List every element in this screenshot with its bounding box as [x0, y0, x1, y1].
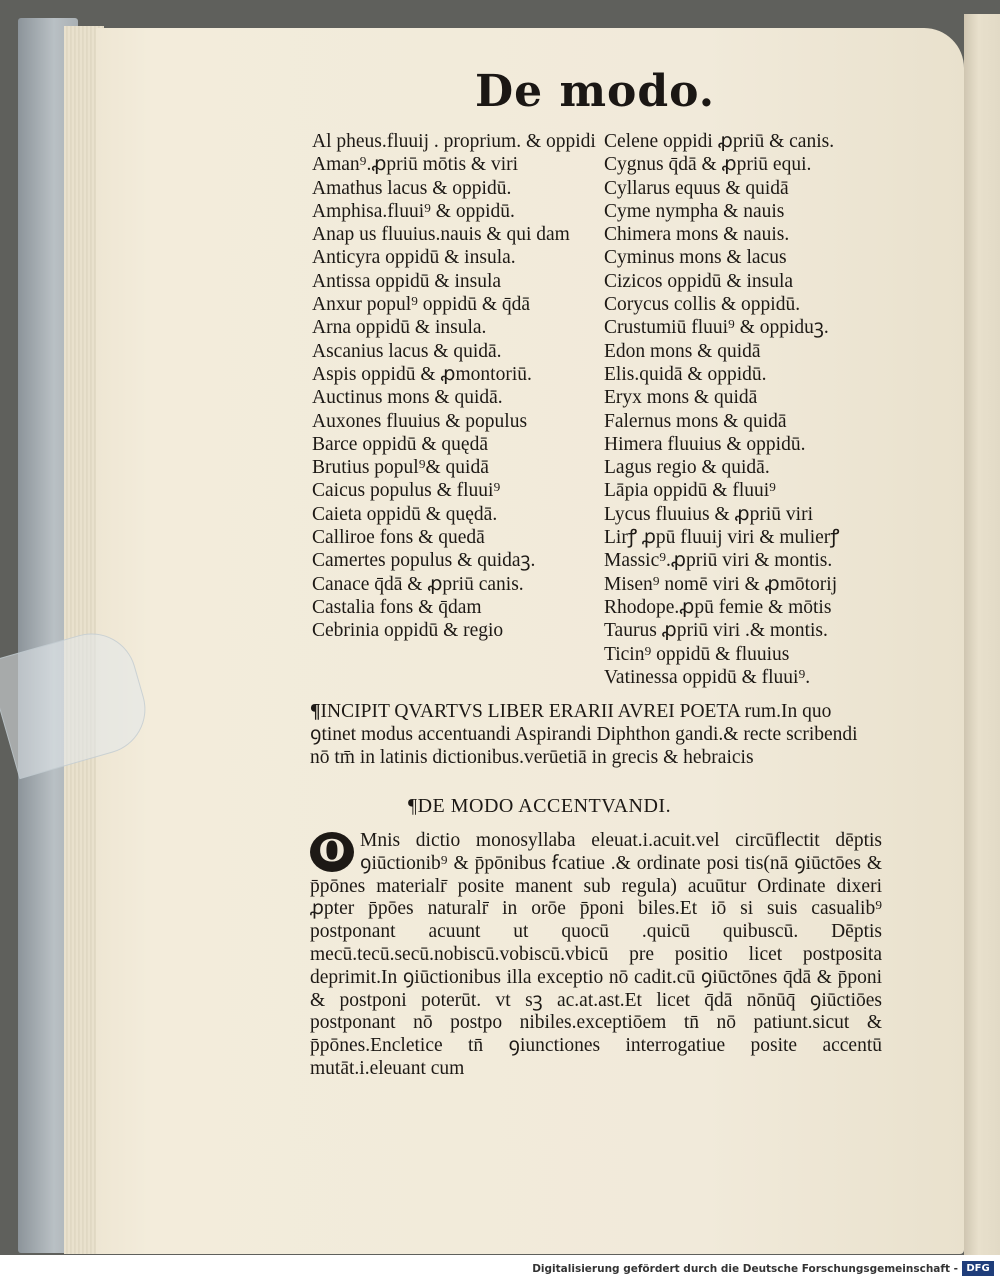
left-entry: Aman⁹.ꝓpriū mōtis & viri: [312, 154, 519, 176]
right-entry: Cyllarus equus & quidā: [604, 177, 789, 199]
left-entry: Calliroe fons & quedā: [312, 527, 485, 549]
left-entry: Arna oppidū & insula.: [312, 317, 487, 339]
right-entry: Lirꝭ ꝓpū fluuij viri & mulierꝭ: [604, 527, 840, 549]
body-paragraph: [310, 830, 882, 1081]
right-entry: Cyme nympha & nauis: [604, 200, 785, 222]
dfg-logo: DFG: [962, 1261, 994, 1276]
right-entry: Corycus collis & oppidū.: [604, 294, 801, 316]
right-entry: Rhodope.ꝓpū femie & mōtis: [604, 596, 832, 618]
left-entry: Barce oppidū & quędā: [312, 433, 488, 455]
section-title: ¶DE MODO ACCENTVANDI.: [408, 795, 672, 817]
left-entry: Cebrinia oppidū & regio: [312, 620, 504, 642]
left-entry: Camertes populus & quidaꝫ.: [312, 550, 536, 572]
right-entry: Himera fluuius & oppidū.: [604, 433, 806, 455]
right-entry: Lagus regio & quidā.: [604, 457, 770, 479]
left-entry: Aspis oppidū & ꝓmontoriū.: [312, 363, 532, 385]
left-entry: Auctinus mons & quidā.: [312, 387, 503, 409]
left-entry: Al pheus.fluuij . proprium. & oppidi: [312, 131, 596, 152]
left-entry: Brutius popul⁹& quidā: [312, 457, 489, 479]
right-entry: Massic⁹.ꝓpriū viri & montis.: [604, 550, 833, 572]
right-entry: Edon mons & quidā: [604, 340, 761, 362]
footer-bar: [0, 1255, 1000, 1283]
right-entry: Lāpia oppidū & fluui⁹: [604, 480, 776, 502]
left-entry: Caieta oppidū & quędā.: [312, 503, 498, 525]
left-entry: Antissa oppidū & insula: [312, 270, 502, 292]
left-entry: Amathus lacus & oppidū.: [312, 177, 512, 199]
left-entry: Auxones fluuius & populus: [312, 410, 528, 432]
right-entry: Taurus ꝓpriū viri .& montis.: [604, 620, 828, 642]
right-entry: Crustumiū fluui⁹ & oppiduꝫ.: [604, 317, 829, 339]
right-entry: Eryx mons & quidā: [604, 387, 758, 409]
right-entry: Ticin⁹ oppidū & fluuius: [604, 643, 790, 665]
body-text: Mnis dictio monosyllaba eleuat.i.acuit.vel circūflectit dēptis ꝯiūctionib⁹ & p̄pōnibus ẜcatiue .& ordinate posi tis(nā ꝯiūctōes & p̄pōnes materialr̄ posite manent sub regula) acuūtur Ordinate dixeri ꝓpter p̄pōes naturalr̄ in orōe p̄poni biles.Et iō si suis casualib⁹ postponant acuunt ut quocū .quicū quibuscū. Dēptis mecū.tecū.secū.nobiscū.vobiscū.vbicū pre positio licet postposita deprimit.In ꝯiūctionibus illa exceptio nō cadit.cū ꝯiūctōnes q̄dā & p̄poni & postponi poterūt. vt sꝫ ac.at.ast.Et licet q̄dā nōnūq̄ ꝯiūctiōes postponant nō postpo nibiles.exceptiōem tn̄ nō patiunt.sicut & p̄pōnes.Encletice tn̄ ꝯiunctiones interrogatiue posite accentū mutāt.i.eleuant cum: [310, 830, 882, 1079]
left-word-column: [312, 130, 602, 643]
right-entry: Cygnus q̄dā & ꝓpriū equi.: [604, 154, 812, 176]
left-entry: Anap us fluuius.nauis & qui dam: [312, 224, 570, 246]
left-entry: Caicus populus & fluui⁹: [312, 480, 501, 502]
page-heading: De modo.: [474, 66, 716, 117]
left-entry: Amphisa.fluui⁹ & oppidū.: [312, 200, 515, 222]
right-entry: Celene oppidi ꝓpriū & canis.: [604, 131, 835, 152]
right-entry: Vatinessa oppidū & fluui⁹.: [604, 666, 811, 688]
left-entry: Castalia fons & q̄dam: [312, 596, 482, 618]
left-entry: Anxur popul⁹ oppidū & q̄dā: [312, 294, 531, 316]
right-entry: Cyminus mons & lacus: [604, 247, 787, 269]
left-entry: Anticyra oppidū & insula.: [312, 247, 516, 269]
left-entry: Canace q̄dā & ꝓpriū canis.: [312, 573, 524, 595]
right-entry: Falernus mons & quidā: [604, 410, 787, 432]
incipit-paragraph: [310, 700, 880, 769]
pilcrow-mark: ¶: [310, 701, 321, 722]
facing-page-edge: [964, 14, 1000, 1255]
left-entry: Ascanius lacus & quidā.: [312, 340, 502, 362]
right-entry: Chimera mons & nauis.: [604, 224, 790, 246]
right-entry: Lycus fluuius & ꝓpriū viri: [604, 503, 814, 525]
right-entry: Misen⁹ nomē viri & ꝓmōtorij: [604, 573, 838, 595]
right-entry: Elis.quidā & oppidū.: [604, 363, 767, 385]
footer-credit: Digitalisierung gefördert durch die Deutsche Forschungsgemeinschaft -: [532, 1263, 958, 1275]
right-word-column: [604, 130, 894, 689]
right-entry: Cizicos oppidū & insula: [604, 270, 794, 292]
incipit-text: INCIPIT QVARTVS LIBER ERARII AVREI POETA rum.In quo ꝯtinet modus accentuandi Aspirandi Diphthon gandi.& recte scribendi nō tm̄ in latinis dictionibus.verūetiā in grecis & hebraicis: [310, 701, 858, 768]
dropcap-initial: O: [310, 832, 354, 872]
